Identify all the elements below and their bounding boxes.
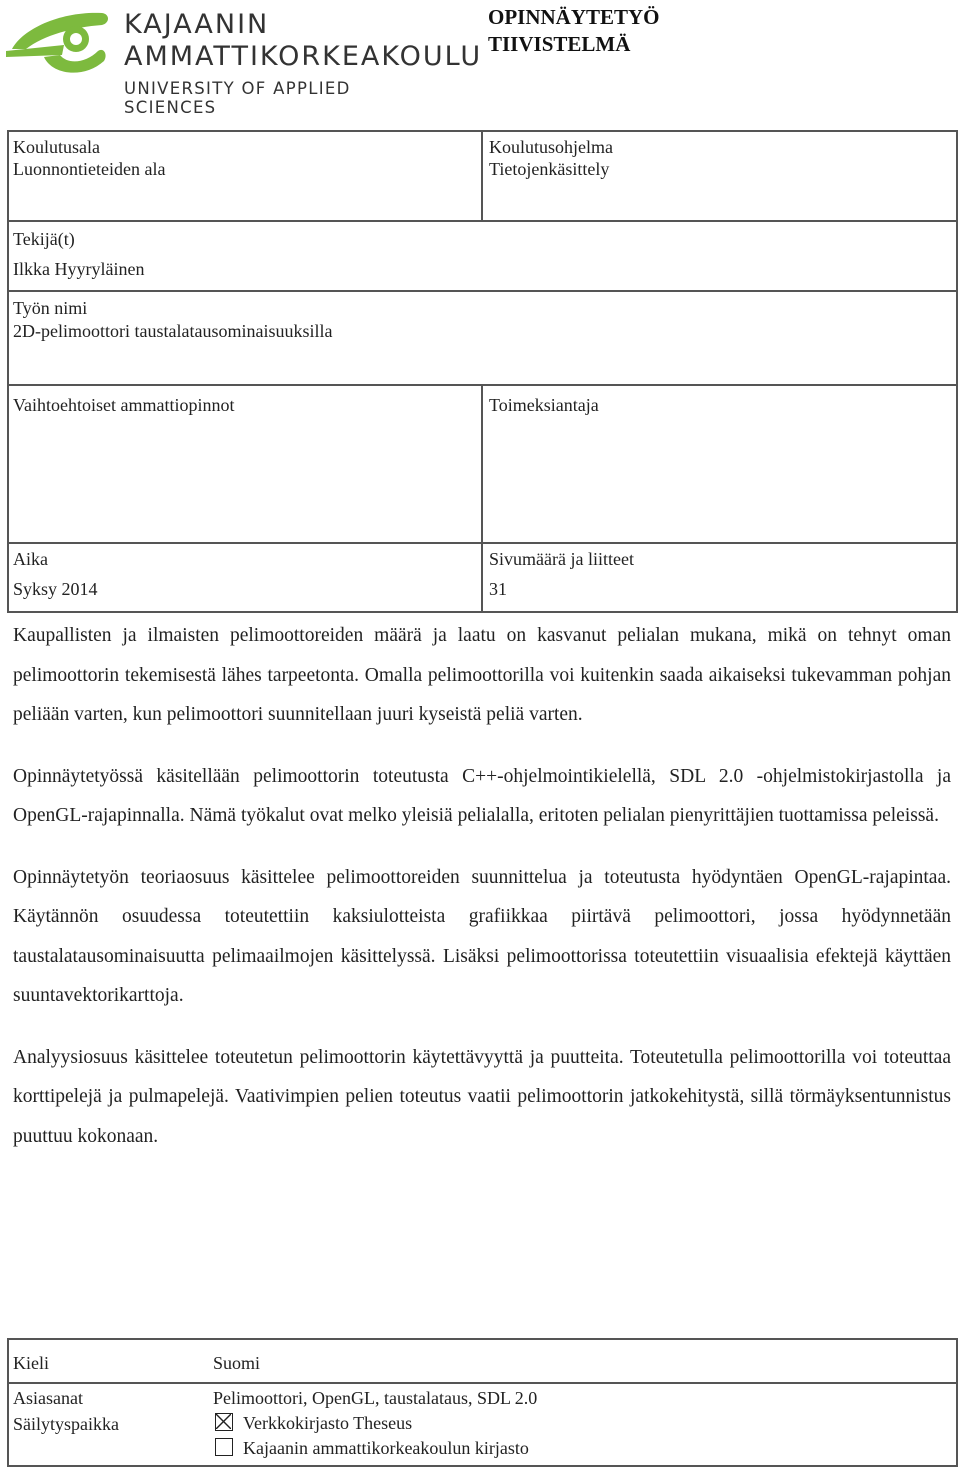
rule xyxy=(481,130,483,221)
aika-value: Syksy 2014 xyxy=(13,579,98,599)
option-kamk-library-label: Kajaanin ammattikorkeakoulun kirjasto xyxy=(243,1438,529,1458)
tyon-nimi-label: Työn nimi xyxy=(13,298,88,318)
rule xyxy=(7,384,958,386)
tyon-nimi-value: 2D-pelimoottori taustalatausominaisuuksilla xyxy=(13,321,333,341)
option-theseus-label: Verkkokirjasto Theseus xyxy=(243,1413,413,1433)
tekija-label: Tekijä(t) xyxy=(13,229,75,249)
kamk-logo xyxy=(4,3,483,117)
abstract-paragraph-1: Kaupallisten ja ilmaisten pelimoottoreiden määrä ja laatu on kasvanut pelialan mukana, mikä on tehnyt oman pelimoottorin tekemisestä lähes tarpeetonta. Omalla pelimoottorilla voi kuitenkin saada aikaiseksi tukevamman pohjan peliään varten, kun pelimoottori suunnitellaan juuri kyseistä peliä varten. xyxy=(13,625,951,725)
abstract xyxy=(13,616,951,1156)
logo-line1: KAJAANIN xyxy=(124,9,270,40)
kieli-value: Suomi xyxy=(213,1353,261,1373)
rule xyxy=(7,542,958,544)
doc-title-line1: OPINNÄYTETYÖ xyxy=(488,5,660,29)
logo-line2: AMMATTIKORKEAKOULU xyxy=(124,41,483,72)
aika-label: Aika xyxy=(13,549,48,569)
koulutusohjelma-label: Koulutusohjelma xyxy=(489,137,613,157)
rule xyxy=(7,1465,958,1467)
rule xyxy=(7,611,958,613)
sailytyspaikka-label: Säilytyspaikka xyxy=(13,1414,119,1434)
abstract-paragraph-4: Analyysiosuus käsittelee toteutetun pelimoottorin käytettävyyttä ja puutteita. Toteutetulla pelimoottorilla voi toteuttaa korttipelejä ja pulmapelejä. Vaativimpien pelien toteutus vaatii pelimoottorin jatkokehitystä, sillä törmäyksentunnistus puuttuu kokonaan. xyxy=(13,1046,951,1147)
document-title xyxy=(488,4,660,58)
checkbox-kamk-library[interactable] xyxy=(215,1438,233,1456)
toimeksiantaja-label: Toimeksiantaja xyxy=(489,395,599,415)
sivumaara-label: Sivumäärä ja liitteet xyxy=(489,549,634,569)
logo-line3: UNIVERSITY OF APPLIED SCIENCES xyxy=(124,79,351,117)
abstract-paragraph-2: Opinnäytetyössä käsitellään pelimoottorin toteutusta C++-ohjelmointikielellä, SDL 2.0 -ohjelmistokirjastolla ja OpenGL-rajapinnalla. Nämä työkalut ovat melko yleisiä pelialalla, eritoten pelialan pienyrittäjien tuottamissa peleissä. xyxy=(13,765,951,826)
rule xyxy=(7,290,958,292)
rule xyxy=(7,1338,958,1340)
rule xyxy=(7,130,9,612)
kamk-logo-mark-icon xyxy=(4,5,114,85)
kieli-label: Kieli xyxy=(13,1353,49,1373)
rule xyxy=(7,220,958,222)
tekija-value: Ilkka Hyyryläinen xyxy=(13,259,145,279)
rule xyxy=(956,1338,958,1466)
rule xyxy=(481,384,483,612)
rule xyxy=(7,1338,9,1466)
koulutusala-value: Luonnontieteiden ala xyxy=(13,159,166,179)
koulutusala-label: Koulutusala xyxy=(13,137,100,157)
rule xyxy=(7,1382,958,1384)
asiasanat-value: Pelimoottori, OpenGL, taustalataus, SDL 2.0 xyxy=(213,1388,538,1408)
asiasanat-label: Asiasanat xyxy=(13,1388,83,1408)
doc-title-line2: TIIVISTELMÄ xyxy=(488,32,631,56)
checkmark-x-icon xyxy=(216,1414,231,1429)
rule xyxy=(956,130,958,612)
vaihtoehtoiset-label: Vaihtoehtoiset ammattiopinnot xyxy=(13,395,235,415)
koulutusohjelma-value: Tietojenkäsittely xyxy=(489,159,610,179)
sivumaara-value: 31 xyxy=(489,579,507,599)
rule xyxy=(7,130,958,132)
abstract-paragraph-3: Opinnäytetyön teoriaosuus käsittelee pelimoottoreiden suunnittelua ja toteutusta hyödyntäen OpenGL-rajapintaa. Käytännön osuudessa toteutettiin kaksiulotteista grafiikkaa piirtävä pelimoottori, jossa hyödynnetään taustalatausominaisuutta pelimaailmojen käsittelyssä. Lisäksi pelimoottorissa toteutettiin visuaalisia efektejä käyttäen suuntavektorikarttoja. xyxy=(13,866,951,1006)
checkbox-theseus[interactable] xyxy=(215,1413,233,1431)
